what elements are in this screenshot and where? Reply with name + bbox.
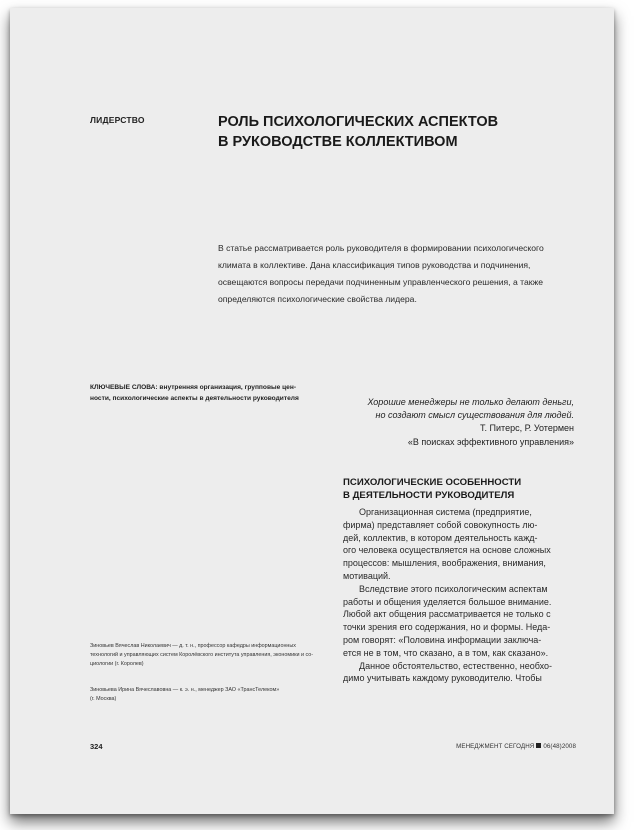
keywords-line: ности, психологические аспекты в деятельности руководителя bbox=[90, 394, 299, 402]
author-line: (г. Москва) bbox=[90, 696, 117, 703]
body-line: Любой акт общения рассматривается не только с bbox=[343, 609, 551, 620]
heading-line: ПСИХОЛОГИЧЕСКИЕ ОСОБЕННОСТИ bbox=[343, 477, 522, 488]
article-abstract bbox=[218, 240, 588, 308]
abstract-line: определяются психологические свойства лидера. bbox=[218, 294, 417, 304]
section-heading bbox=[343, 476, 521, 502]
body-line: Данное обстоятельство, естественно, необхо- bbox=[359, 660, 553, 671]
body-line: процессов: мышления, воображения, внимания, bbox=[343, 558, 546, 569]
author-info-2 bbox=[90, 686, 340, 704]
body-line: ром говорят: «Половина информации заключа- bbox=[343, 634, 542, 645]
body-line: фирма) представляет собой совокупность лю- bbox=[343, 519, 538, 530]
epigraph bbox=[274, 396, 574, 449]
author-line: Зиновьева Ирина Вячеславовна — к. э. н., менеджер ЗАО «ТрансТелеком» bbox=[90, 687, 280, 693]
title-line: РОЛЬ ПСИХОЛОГИЧЕСКИХ АСПЕКТОВ bbox=[218, 114, 499, 130]
section-label: ЛИДЕРСТВО bbox=[90, 115, 145, 125]
epigraph-quote-line: но создают смысл существования для людей. bbox=[375, 410, 574, 421]
keywords-line: КЛЮЧЕВЫЕ СЛОВА: внутренняя организация, групповые цен- bbox=[90, 384, 297, 391]
body-line: Организационная система (предприятие, bbox=[359, 507, 532, 517]
square-separator-icon bbox=[536, 743, 541, 748]
journal-issue: 06(48)2008 bbox=[543, 743, 576, 750]
author-line: технологий и управляющих систем Королёвского института управления, экономики и со- bbox=[90, 652, 314, 659]
epigraph-source: «В поисках эффективного управления» bbox=[407, 436, 574, 447]
page-number: 324 bbox=[90, 742, 103, 751]
body-line: ого человека осуществляется на основе сложных bbox=[343, 545, 551, 556]
epigraph-quote-line: Хорошие менеджеры не только делают деньги, bbox=[367, 397, 574, 407]
title-line: В РУКОВОДСТВЕ КОЛЛЕКТИВОМ bbox=[218, 134, 458, 150]
author-info-1 bbox=[90, 642, 340, 670]
heading-line: В ДЕЯТЕЛЬНОСТИ РУКОВОДИТЕЛЯ bbox=[343, 490, 515, 501]
body-line: точки зрения его содержания, но и формы. Неда- bbox=[343, 622, 551, 633]
body-line: ется не в том, что сказано, а в том, как сказано». bbox=[343, 647, 549, 658]
journal-footer bbox=[456, 743, 576, 750]
journal-name: МЕНЕДЖМЕНТ СЕГОДНЯ bbox=[456, 743, 535, 750]
author-line: циологии (г. Королев) bbox=[90, 661, 144, 668]
article-title bbox=[218, 112, 498, 152]
body-line: дей, коллектив, в котором деятельность кажд- bbox=[343, 532, 538, 543]
body-line: мотиваций. bbox=[343, 570, 391, 581]
abstract-line: освещаются вопросы передачи подчиненным управленческого решения, а также bbox=[218, 277, 544, 287]
body-line: димо учитывать каждому руководителю. Чтобы bbox=[343, 673, 542, 684]
abstract-line: В статье рассматривается роль руководителя в формировании психологического bbox=[218, 243, 544, 253]
body-line: работы и общения уделяется большое внимание. bbox=[343, 596, 552, 607]
author-line: Зиновьев Вячеслав Николаевич — д. т. н., профессор кафедры информационных bbox=[90, 643, 296, 649]
journal-page bbox=[10, 8, 614, 814]
body-line: Вследствие этого психологическим аспектам bbox=[359, 583, 548, 594]
body-text bbox=[343, 506, 587, 685]
abstract-line: климата в коллективе. Дана классификация типов руководства и подчинения, bbox=[218, 260, 531, 270]
epigraph-authors: Т. Питерс, Р. Уотермен bbox=[480, 423, 574, 434]
